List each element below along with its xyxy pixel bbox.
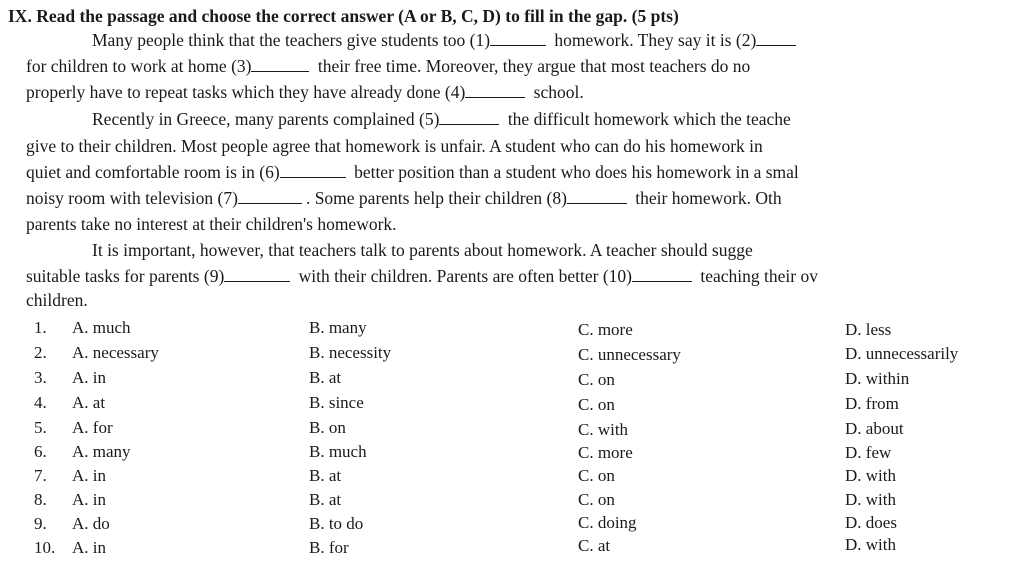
question-1-option-d[interactable]: D. less	[845, 320, 892, 339]
passage-text: teaching their ov	[700, 266, 818, 286]
passage-text: school.	[533, 82, 584, 102]
passage-text: noisy room with television (7)	[26, 188, 238, 208]
passage-text: their homework. Oth	[635, 188, 782, 208]
exercise-title: IX. Read the passage and choose the correct answer (A or B, C, D) to fill in the gap. (5 pts)	[8, 6, 679, 26]
passage-text: better position than a student who does his homework in a smal	[354, 162, 799, 182]
question-9-option-b[interactable]: B. to do	[309, 514, 364, 533]
question-2-option-b[interactable]: B. necessity	[309, 343, 392, 362]
question-5-option-b[interactable]: B. on	[309, 418, 346, 437]
question-6-option-d[interactable]: D. few	[845, 443, 892, 462]
passage-line	[26, 214, 397, 234]
passage-text: properly have to repeat tasks which they have already done (4)	[26, 82, 466, 102]
passage-line	[92, 240, 753, 260]
question-7-option-b[interactable]: B. at	[309, 466, 342, 485]
passage-text: It is important, however, that teachers talk to parents about homework. A teacher should sugge	[92, 240, 753, 260]
passage-text: . Some parents help their children (8)	[305, 188, 567, 208]
question-1-option-b[interactable]: B. many	[309, 318, 367, 337]
gap-2	[756, 31, 796, 46]
passage-line	[26, 266, 818, 286]
question-number: 9.	[34, 514, 47, 533]
gap-9	[224, 267, 290, 282]
question-3-option-b[interactable]: B. at	[309, 368, 342, 387]
question-5-option-d[interactable]: D. about	[845, 419, 904, 438]
question-10-option-d[interactable]: D. with	[845, 535, 896, 554]
passage-line	[26, 290, 88, 310]
question-1-option-a[interactable]: 1. A. much	[34, 318, 131, 337]
question-10-option-c[interactable]: C. at	[578, 536, 611, 555]
question-4-option-c[interactable]: C. on	[578, 395, 615, 414]
question-1-option-c[interactable]: C. more	[578, 320, 633, 339]
gap-5	[439, 110, 499, 125]
question-7-option-d[interactable]: D. with	[845, 466, 896, 485]
question-8-option-d[interactable]: D. with	[845, 490, 896, 509]
question-number: 1.	[34, 318, 47, 337]
question-8-option-a[interactable]: 8. A. in	[34, 490, 106, 509]
question-2-option-a[interactable]: 2. A. necessary	[34, 343, 159, 362]
passage-text: children.	[26, 290, 88, 310]
question-number: 5.	[34, 418, 47, 437]
gap-3	[251, 57, 309, 72]
gap-4	[465, 83, 525, 98]
passage-text: the difficult homework which the teache	[507, 109, 791, 129]
question-number: 7.	[34, 466, 47, 485]
question-9-option-a[interactable]: 9. A. do	[34, 514, 110, 533]
passage-text: Recently in Greece, many parents complained (5)	[92, 109, 440, 129]
passage-text: with their children. Parents are often better (10)	[298, 266, 633, 286]
question-10-option-b[interactable]: B. for	[309, 538, 349, 557]
gap-7	[238, 189, 302, 204]
question-number: 3.	[34, 368, 47, 387]
question-number: 4.	[34, 393, 47, 412]
passage-text: parents take no interest at their children's homework.	[26, 214, 397, 234]
question-4-option-a[interactable]: 4. A. at	[34, 393, 106, 412]
question-9-option-c[interactable]: C. doing	[578, 513, 637, 532]
question-6-option-c[interactable]: C. more	[578, 443, 633, 462]
question-5-option-c[interactable]: C. with	[578, 420, 629, 439]
question-3-option-c[interactable]: C. on	[578, 370, 615, 389]
gap-8	[567, 189, 627, 204]
passage-text: quiet and comfortable room is in (6)	[26, 162, 280, 182]
passage-text: for children to work at home (3)	[26, 56, 252, 76]
passage-text: suitable tasks for parents (9)	[26, 266, 225, 286]
gap-6	[280, 163, 346, 178]
passage-line	[26, 136, 763, 156]
question-number: 2.	[34, 343, 47, 362]
passage-text: Many people think that the teachers give students too (1)	[92, 30, 491, 50]
question-3-option-d[interactable]: D. within	[845, 369, 910, 388]
question-6-option-b[interactable]: B. much	[309, 442, 367, 461]
gap-10	[632, 267, 692, 282]
passage-text: give to their children. Most people agree that homework is unfair. A student who can do his homework in	[26, 136, 763, 156]
question-9-option-d[interactable]: D. does	[845, 513, 897, 532]
passage-line	[26, 56, 750, 76]
question-5-option-a[interactable]: 5. A. for	[34, 418, 113, 437]
question-4-option-d[interactable]: D. from	[845, 394, 899, 413]
question-7-option-a[interactable]: 7. A. in	[34, 466, 106, 485]
question-4-option-b[interactable]: B. since	[309, 393, 364, 412]
question-8-option-b[interactable]: B. at	[309, 490, 342, 509]
question-2-option-c[interactable]: C. unnecessary	[578, 345, 681, 364]
passage-line	[26, 162, 799, 182]
question-6-option-a[interactable]: 6. A. many	[34, 442, 131, 461]
passage-line	[26, 188, 782, 208]
passage-line	[26, 82, 584, 102]
question-number: 10.	[34, 538, 56, 557]
question-7-option-c[interactable]: C. on	[578, 466, 615, 485]
question-10-option-a[interactable]: 10. A. in	[34, 538, 106, 557]
question-2-option-d[interactable]: D. unnecessarily	[845, 344, 959, 363]
passage-line	[92, 109, 791, 129]
passage-text: homework. They say it is (2)	[554, 30, 757, 50]
question-3-option-a[interactable]: 3. A. in	[34, 368, 106, 387]
passage-text: their free time. Moreover, they argue that most teachers do no	[317, 56, 751, 76]
question-8-option-c[interactable]: C. on	[578, 490, 615, 509]
gap-1	[490, 31, 546, 46]
passage-line	[92, 30, 800, 50]
question-number: 8.	[34, 490, 47, 509]
question-number: 6.	[34, 442, 47, 461]
